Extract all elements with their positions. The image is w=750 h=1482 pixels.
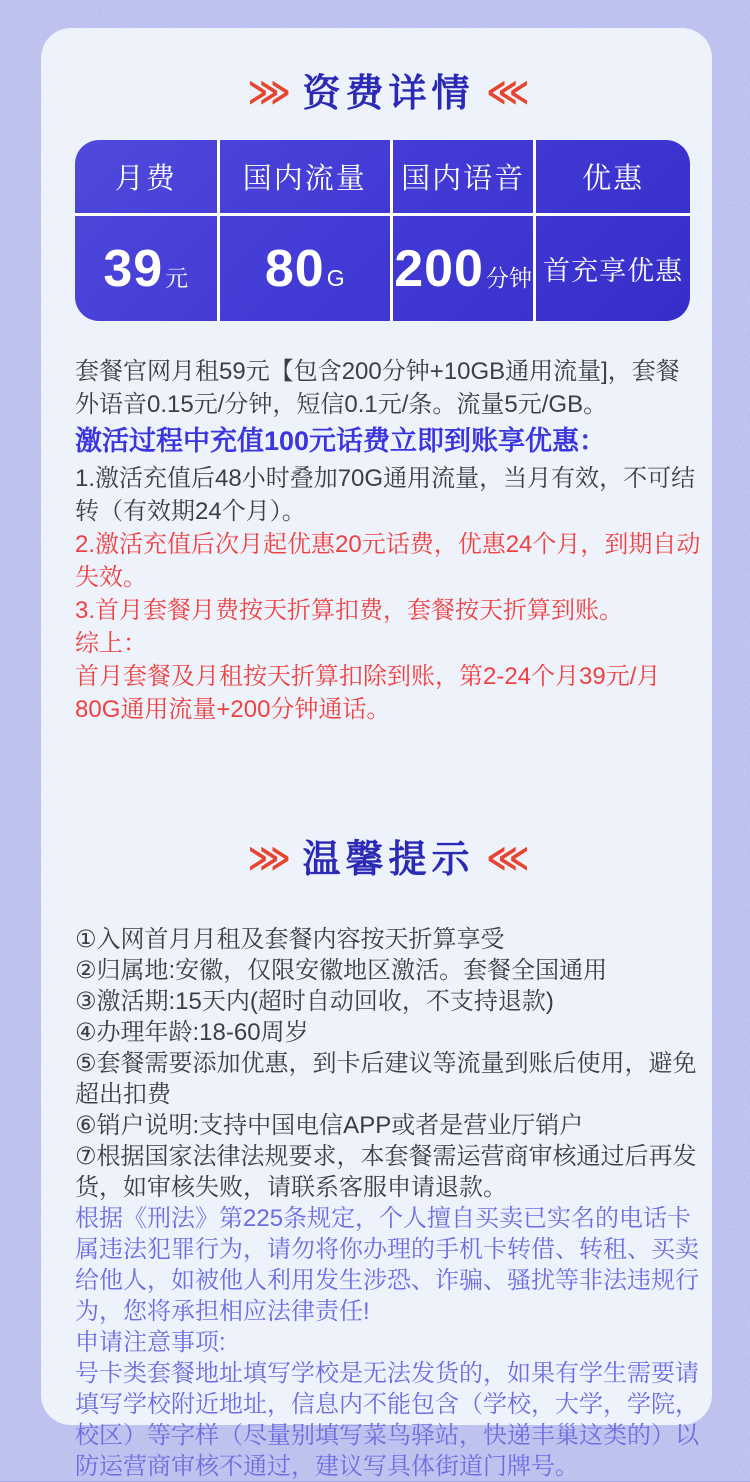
- plan-intro-paragraph: 套餐官网月租59元【包含200分钟+10GB通用流量]，套餐外语音0.15元/分钟，短信0.1元/条。流量5元/GB。: [75, 358, 680, 418]
- tips-section-title: [75, 836, 702, 882]
- data-amount: 80: [264, 239, 325, 298]
- table-value-domestic-data: [220, 216, 393, 321]
- voice-unit: 分钟: [485, 264, 532, 291]
- tips-list: [75, 924, 702, 1482]
- tip-item-4: ④办理年龄:18-60周岁: [75, 1019, 309, 1046]
- pricing-table: [75, 140, 690, 321]
- activation-offer-heading: 激活过程中充值100元话费立即到账享优惠：: [75, 426, 607, 456]
- table-header-domestic-data: 国内流量: [220, 140, 393, 216]
- tip-item-1: ①入网首月月租及套餐内容按天折算享受: [75, 926, 505, 953]
- chevrons-right-icon: ⋙: [247, 73, 291, 112]
- discount-text: 首充享优惠: [543, 256, 684, 286]
- monthly-fee-amount: 39: [103, 239, 164, 298]
- tip-item-3: ③激活期:15天内(超时自动回收，不支持退款): [75, 988, 554, 1015]
- activation-item-2: 2.激活充值后次月起优惠20元话费，优惠24个月，到期自动失效。: [75, 531, 701, 591]
- table-header-monthly-fee: 月费: [75, 140, 220, 216]
- table-value-monthly-fee: [75, 216, 220, 321]
- activation-item-3: 3.首月套餐月费按天折算扣费，套餐按天折算到账。: [75, 597, 624, 624]
- data-unit: G: [326, 264, 345, 291]
- summary-label: 综上：: [75, 630, 147, 657]
- summary-text: 首月套餐及月租按天折算扣除到账，第2-24个月39元/月80G通用流量+200分钟通话。: [75, 663, 661, 723]
- tip-item-5: ⑤套餐需要添加优惠，到卡后建议等流量到账后使用，避免超出扣费: [75, 1050, 697, 1108]
- table-value-discount: [536, 216, 690, 321]
- chevrons-right-icon: ⋙: [247, 839, 291, 878]
- voice-amount: 200: [394, 239, 484, 298]
- tip-item-6: ⑥销户说明:支持中国电信APP或者是营业厅销户: [75, 1112, 584, 1139]
- pricing-title-text: 资费详情: [302, 70, 475, 115]
- table-header-discount: 优惠: [536, 140, 690, 216]
- activation-item-1: 1.激活充值后48小时叠加70G通用流量，当月有效，不可结转（有效期24个月）。: [75, 465, 696, 525]
- legal-warning-text: 根据《刑法》第225条规定，个人擅自买卖已实名的电话卡属违法犯罪行为，请勿将你办理的手机卡转借、转租、买卖给他人，如被他人利用发生涉恐、诈骗、骚扰等非法违规行为，您将承担相应法律责任!: [75, 1205, 699, 1325]
- monthly-fee-unit: 元: [165, 264, 189, 291]
- chevrons-left-icon: ⋘: [486, 73, 530, 112]
- application-notice-label: 申请注意事项:: [75, 1329, 226, 1356]
- application-notice-text: 号卡类套餐地址填写学校是无法发货的，如果有学生需要请填写学校附近地址，信息内不能包含（学校，大学，学院，校区）等字样（尽量别填写菜鸟驿站，快递丰巢这类的）以防运营商审核不通过，建议写具体街道门牌号。: [75, 1360, 699, 1480]
- table-value-domestic-voice: [393, 216, 536, 321]
- detail-card: [41, 28, 712, 1480]
- tip-item-2: ②归属地:安徽，仅限安徽地区激活。套餐全国通用: [75, 957, 608, 984]
- chevrons-left-icon: ⋘: [486, 839, 530, 878]
- tips-title-text: 温馨提示: [302, 836, 475, 881]
- pricing-details-text: [75, 355, 702, 726]
- table-header-domestic-voice: 国内语音: [393, 140, 536, 216]
- pricing-section-title: [75, 70, 702, 116]
- tip-item-7: ⑦根据国家法律法规要求，本套餐需运营商审核通过后再发货，如审核失败，请联系客服申请退款。: [75, 1143, 697, 1201]
